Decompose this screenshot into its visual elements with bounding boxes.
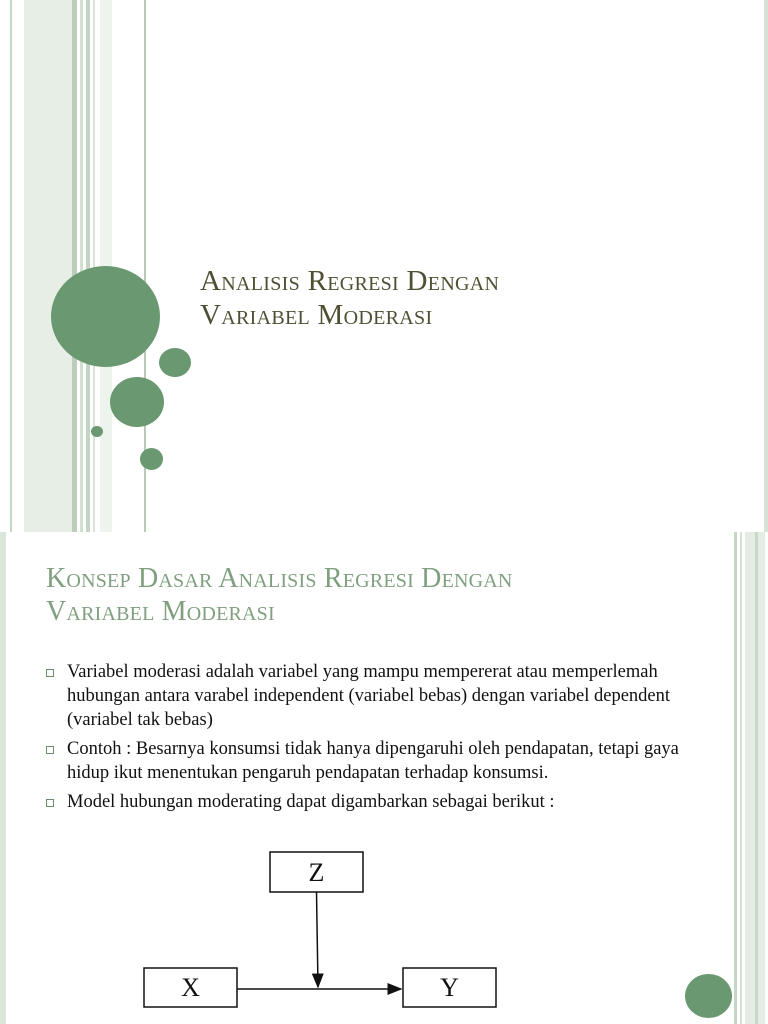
diagram-node-x (144, 968, 237, 1007)
slide-title-line: Konsep Dasar Analisis Regresi Dengan (46, 563, 513, 594)
slide-title-line: Analisis Regresi Dengan (200, 265, 500, 297)
slide-title-line: Variabel Moderasi (200, 299, 433, 331)
arrow-z-to-path (317, 892, 319, 987)
diagram-node-z (270, 852, 363, 892)
bullet-text: Model hubungan moderating dapat digambarkan sebagai berikut : (67, 792, 555, 812)
diagram-node-y (403, 968, 496, 1007)
bullet-text: Contoh : Besarnya konsumsi tidak hanya dipengaruhi oleh pendapatan, tetapi gaya hidup ikut menentukan pengaruh pendapatan terhadap konsumsi. (67, 739, 679, 783)
node-label: Z (308, 858, 325, 887)
node-label: Y (440, 973, 459, 1002)
bullet-text: Variabel moderasi adalah variabel yang mampu mempererat atau memperlemah hubungan antara varabel independent (variabel bebas) dengan variabel dependent (variabel tak bebas) (67, 662, 671, 730)
slide-title-line: Variabel Moderasi (46, 596, 275, 627)
node-label: X (181, 973, 200, 1002)
